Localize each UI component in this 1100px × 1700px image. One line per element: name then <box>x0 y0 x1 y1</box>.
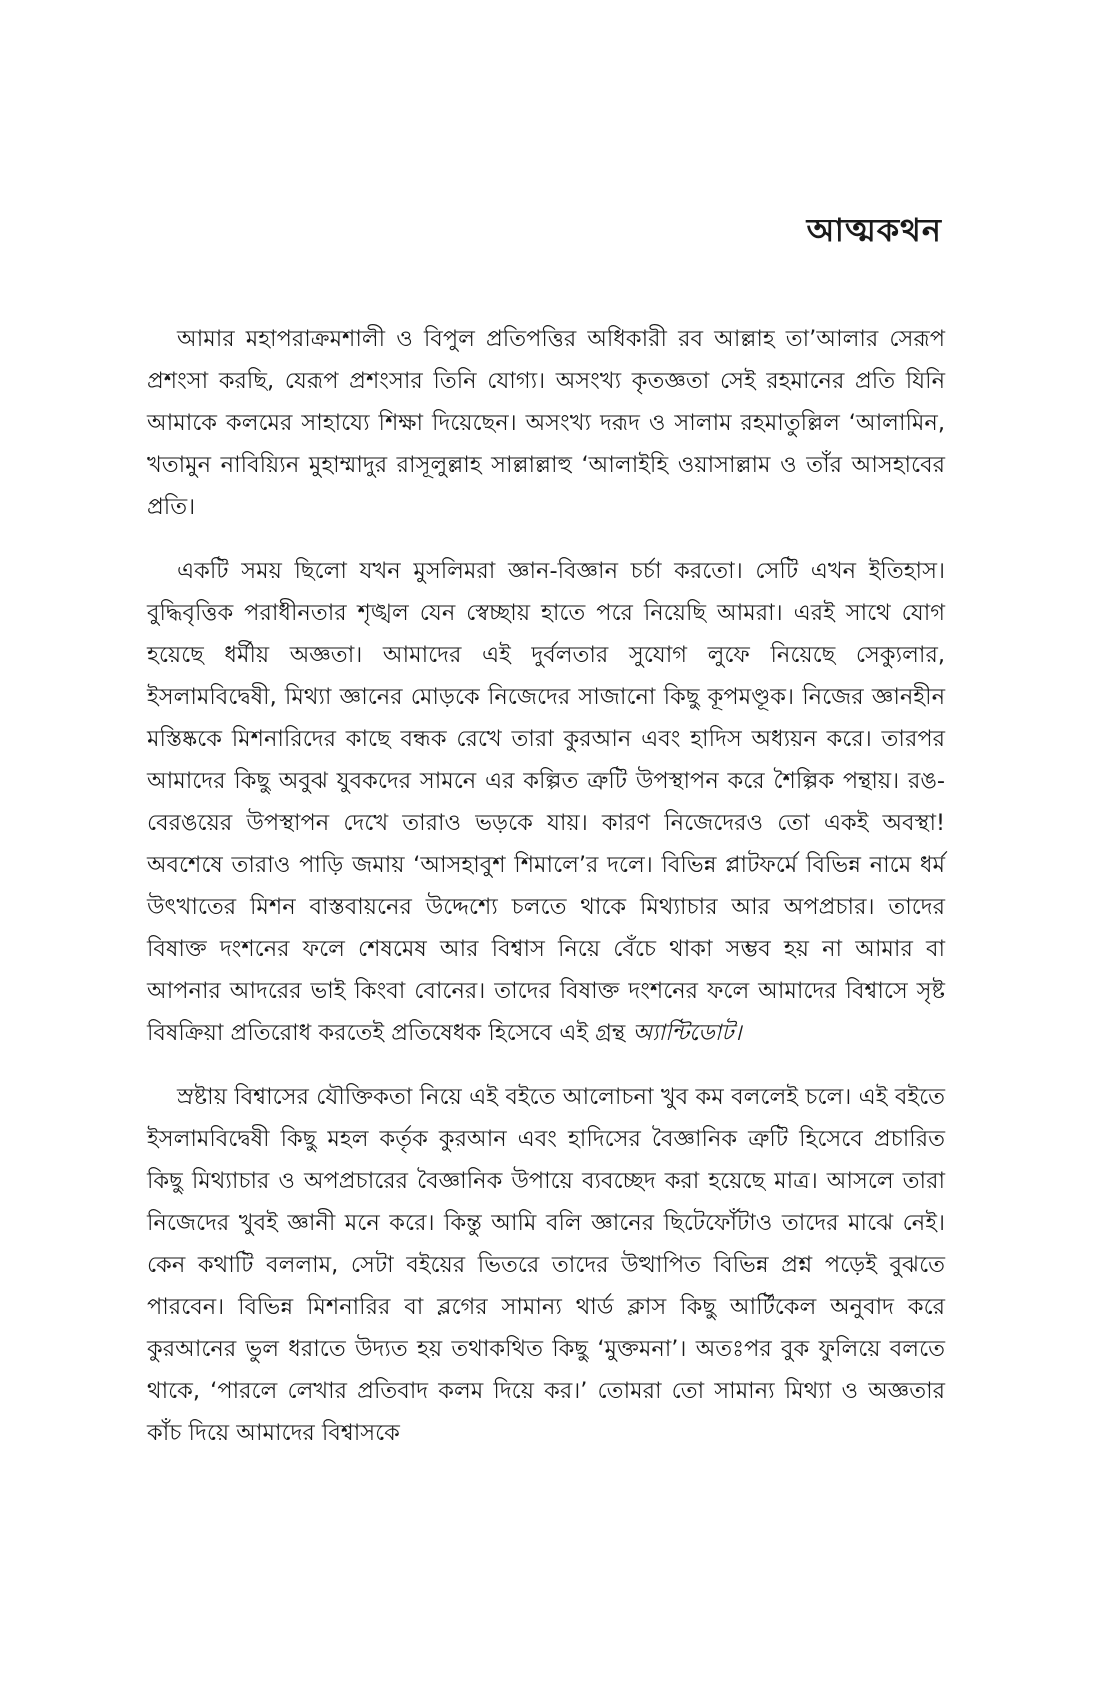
paragraph-3-text: স্রষ্টায় বিশ্বাসের যৌক্তিকতা নিয়ে এই বইতে আলোচনা খুব কম বললেই চলে। এই বইতে ইসলামবিদ্বেষী কিছু মহল কর্তৃক কুরআন এবং হাদিসের বৈজ্ঞানিক ত্রুটি হিসেবে প্রচারিত কিছু মিথ্যাচার ও অপপ্রচারের বৈজ্ঞানিক উপায়ে ব্যবচ্ছেদ করা হয়েছে মাত্র। আসলে তারা নিজেদের খুবই জ্ঞানী মনে করে। কিন্তু আমি বলি জ্ঞানের ছিটেফোঁটাও তাদের মাঝে নেই। কেন কথাটি বললাম, সেটা বইয়ের ভিতরে তাদের উত্থাপিত বিভিন্ন প্রশ্ন পড়েই বুঝতে পারবেন। বিভিন্ন মিশনারির বা ব্লগের সামান্য থার্ড ক্লাস কিছু আর্টিকেল অনুবাদ করে কুরআনের ভুল ধরাতে উদ্যত হয় তথাকথিত কিছু ‘মুক্তমনা’। অতঃপর বুক ফুলিয়ে বলতে থাকে, ‘পারলে লেখার প্রতিবাদ কলম দিয়ে কর।’ তোমরা তো সামান্য মিথ্যা ও অজ্ঞতার কাঁচ দিয়ে আমাদের বিশ্বাসকে <box>147 1084 945 1446</box>
chapter-title: আত্মকথন <box>806 211 942 249</box>
book-name-italic: অ্যান্টিডোট। <box>632 1020 742 1046</box>
paragraph-3 <box>147 1076 945 1454</box>
paragraph-1-text: আমার মহাপরাক্রমশালী ও বিপুল প্রতিপত্তির অধিকারী রব আল্লাহ তা’আলার সেরূপ প্রশংসা করছি, যেরূপ প্রশংসার তিনি যোগ্য। অসংখ্য কৃতজ্ঞতা সেই রহমানের প্রতি যিনি আমাকে কলমের সাহায্যে শিক্ষা দিয়েছেন। অসংখ্য দরূদ ও সালাম রহমাতুল্লিল ‘আলামিন, খতামুন নাবিয়্যিন মুহাম্মাদুর রাসূলুল্লাহ সাল্লাল্লাহু ‘আলাইহি ওয়াসাল্লাম ও তাঁর আসহাবের প্রতি। <box>147 326 945 520</box>
paragraph-2-text: একটি সময় ছিলো যখন মুসলিমরা জ্ঞান-বিজ্ঞান চর্চা করতো। সেটি এখন ইতিহাস। বুদ্ধিবৃত্তিক পরাধীনতার শৃঙ্খল যেন স্বেচ্ছায় হাতে পরে নিয়েছি আমরা। এরই সাথে যোগ হয়েছে ধর্মীয় অজ্ঞতা। আমাদের এই দুর্বলতার সুযোগ লুফে নিয়েছে সেক্যুলার, ইসলামবিদ্বেষী, মিথ্যা জ্ঞানের মোড়কে নিজেদের সাজানো কিছু কূপমণ্ডূক। নিজের জ্ঞানহীন মস্তিষ্ককে মিশনারিদের কাছে বন্ধক রেখে তারা কুরআন এবং হাদিস অধ্যয়ন করে। তারপর আমাদের কিছু অবুঝ যুবকদের সামনে এর কল্পিত ত্রুটি উপস্থাপন করে শৈল্পিক পন্থায়। রঙ-বেরঙয়ের উপস্থাপন দেখে তারাও ভড়কে যায়। কারণ নিজেদেরও তো একই অবস্থা! অবশেষে তারাও পাড়ি জমায় ‘আসহাবুশ শিমালে’র দলে। বিভিন্ন প্লাটফর্মে বিভিন্ন নামে ধর্ম উৎখাতের মিশন বাস্তবায়নের উদ্দেশ্যে চলতে থাকে মিথ্যাচার আর অপপ্রচার। তাদের বিষাক্ত দংশনের ফলে শেষমেষ আর বিশ্বাস নিয়ে বেঁচে থাকা সম্ভব হয় না আমার বা আপনার আদরের ভাই কিংবা বোনের। তাদের বিষাক্ত দংশনের ফলে আমাদের বিশ্বাসে সৃষ্ট বিষক্রিয়া প্রতিরোধ করতেই প্রতিষেধক হিসেবে এই গ্রন্থ <box>147 558 945 1046</box>
paragraph-1 <box>147 318 945 528</box>
paragraph-2 <box>147 550 945 1054</box>
body-text <box>147 318 945 1454</box>
